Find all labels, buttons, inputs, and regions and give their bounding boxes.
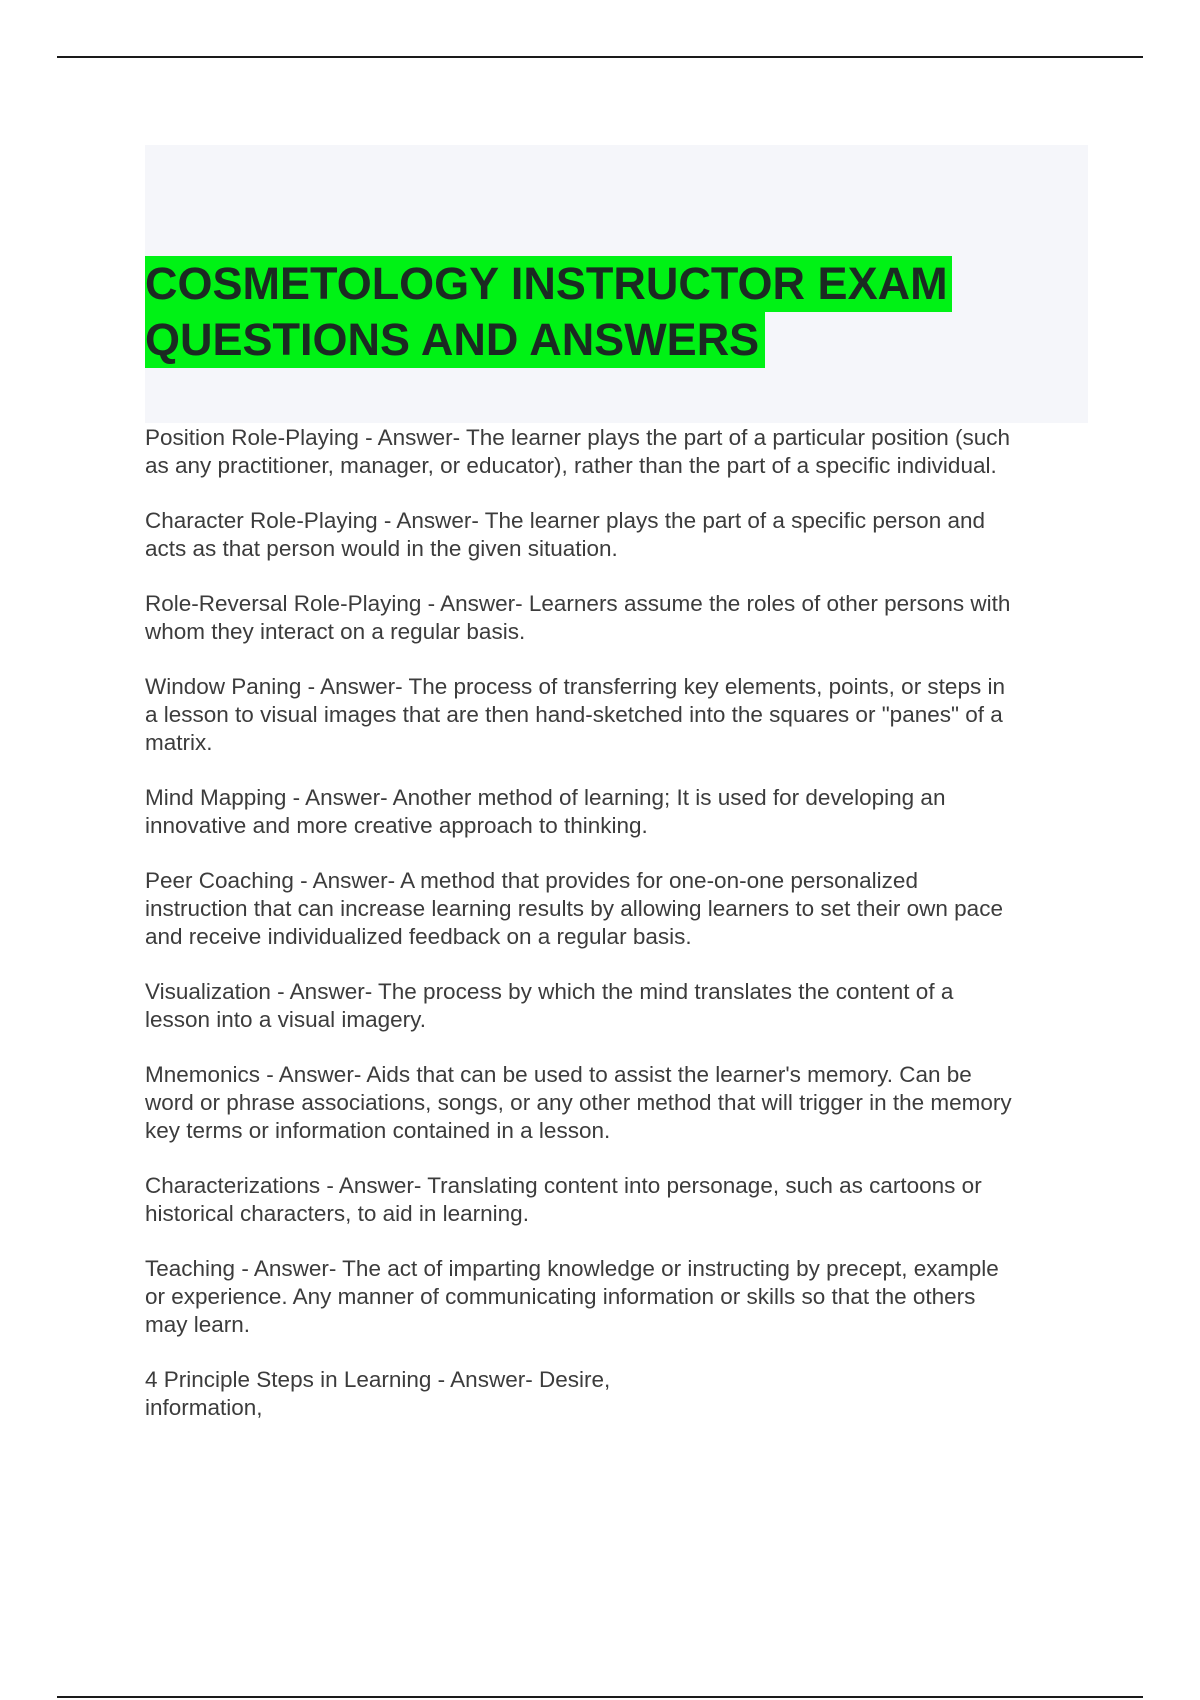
title-line-1: COSMETOLOGY INSTRUCTOR EXAM xyxy=(145,256,952,312)
qa-item-window-paning xyxy=(145,673,1075,757)
bottom-rule xyxy=(57,1696,1143,1698)
qa-line: innovative and more creative approach to thinking. xyxy=(145,813,648,838)
qa-item-peer-coaching xyxy=(145,867,1075,951)
qa-line: and receive individualized feedback on a regular basis. xyxy=(145,924,692,949)
qa-item-visualization xyxy=(145,978,1075,1034)
qa-line: historical characters, to aid in learning. xyxy=(145,1201,529,1226)
qa-line: lesson into a visual imagery. xyxy=(145,1007,426,1032)
qa-item-position-role-playing xyxy=(145,424,1075,480)
qa-item-teaching xyxy=(145,1255,1075,1339)
qa-line: Window Paning - Answer- The process of transferring key elements, points, or steps in xyxy=(145,674,1005,699)
qa-line: whom they interact on a regular basis. xyxy=(145,619,526,644)
qa-line: Mnemonics - Answer- Aids that can be used to assist the learner's memory. Can be xyxy=(145,1062,972,1087)
qa-line: Peer Coaching - Answer- A method that provides for one-on-one personalized xyxy=(145,868,918,893)
qa-line: Character Role-Playing - Answer- The learner plays the part of a specific person and xyxy=(145,508,986,533)
qa-line: Characterizations - Answer- Translating content into personage, such as cartoons or xyxy=(145,1173,982,1198)
top-rule xyxy=(57,56,1143,58)
qa-item-characterizations xyxy=(145,1172,1075,1228)
title-line-2: QUESTIONS AND ANSWERS xyxy=(145,312,765,368)
qa-line: Position Role-Playing - Answer- The learner plays the part of a particular position (such xyxy=(145,425,1011,450)
qa-line: Visualization - Answer- The process by which the mind translates the content of a xyxy=(145,979,954,1004)
qa-line: information, xyxy=(145,1395,263,1420)
qa-line: may learn. xyxy=(145,1312,251,1337)
qa-line: key terms or information contained in a lesson. xyxy=(145,1118,611,1143)
qa-line: Teaching - Answer- The act of imparting knowledge or instructing by precept, example xyxy=(145,1256,999,1281)
qa-line: word or phrase associations, songs, or any other method that will trigger in the memory xyxy=(145,1090,1012,1115)
qa-line: matrix. xyxy=(145,730,213,755)
qa-item-mind-mapping xyxy=(145,784,1075,840)
qa-item-principle-steps xyxy=(145,1366,1075,1422)
qa-line: acts as that person would in the given situation. xyxy=(145,536,618,561)
qa-line: 4 Principle Steps in Learning - Answer- Desire, xyxy=(145,1367,611,1392)
document-title xyxy=(145,256,952,368)
qa-line: Role-Reversal Role-Playing - Answer- Learners assume the roles of other persons with xyxy=(145,591,1011,616)
qa-item-mnemonics xyxy=(145,1061,1075,1145)
qa-item-character-role-playing xyxy=(145,507,1075,563)
qa-list xyxy=(145,424,1075,1449)
qa-line: Mind Mapping - Answer- Another method of learning; It is used for developing an xyxy=(145,785,946,810)
qa-line: as any practitioner, manager, or educator), rather than the part of a specific individual. xyxy=(145,453,997,478)
qa-item-role-reversal xyxy=(145,590,1075,646)
qa-line: a lesson to visual images that are then hand-sketched into the squares or "panes" of a xyxy=(145,702,1003,727)
qa-line: or experience. Any manner of communicating information or skills so that the others xyxy=(145,1284,976,1309)
qa-line: instruction that can increase learning results by allowing learners to set their own pace xyxy=(145,896,1003,921)
